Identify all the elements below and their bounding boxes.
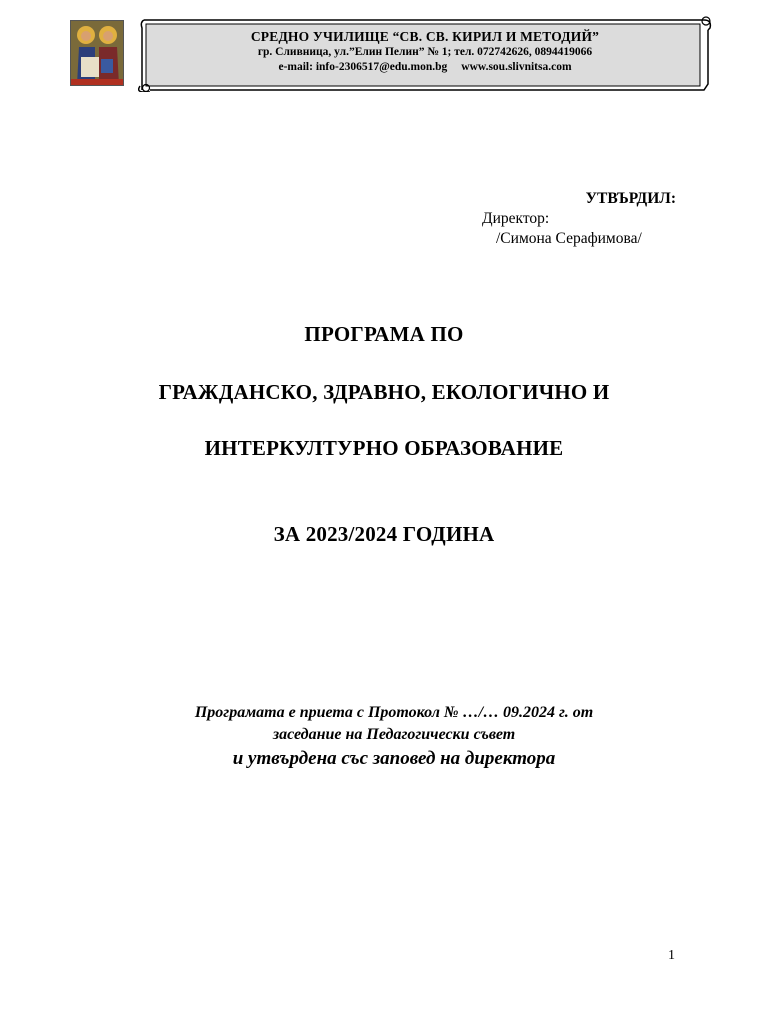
school-logo-icon (70, 20, 124, 86)
school-header-banner (138, 14, 714, 92)
adoption-note-line-3: и утвърдена със заповед на директора (232, 748, 556, 769)
school-name: СРЕДНО УЧИЛИЩЕ “СВ. СВ. КИРИЛ И МЕТОДИЙ” (250, 29, 600, 44)
title-line-3: ИНТЕРКУЛТУРНО ОБРАЗОВАНИЕ (204, 436, 564, 460)
director-name: /Симона Серафимова/ (496, 230, 642, 247)
director-label: Директор: (482, 210, 550, 227)
title-line-2: ГРАЖДАНСКО, ЗДРАВНО, ЕКОЛОГИЧНО И (158, 380, 610, 404)
approved-label: УТВЪРДИЛ: (585, 190, 676, 207)
school-website: www.sou.slivnitsa.com (461, 61, 572, 73)
school-contact (152, 60, 698, 75)
title-line-1: ПРОГРАМА ПО (304, 322, 464, 346)
school-email: e-mail: info-2306517@edu.mon.bg (278, 61, 448, 73)
adoption-note-line-2: заседание на Педагогически съвет (272, 726, 516, 743)
page-number: 1 (668, 948, 675, 963)
title-year: ЗА 2023/2024 ГОДИНА (273, 522, 495, 546)
adoption-note-line-1: Програмата е приета с Протокол № …/… 09.2024 г. от (194, 704, 594, 721)
school-address: гр. Сливница, ул.”Елин Пелин” № 1; тел. 072742626, 0894419066 (257, 46, 593, 58)
